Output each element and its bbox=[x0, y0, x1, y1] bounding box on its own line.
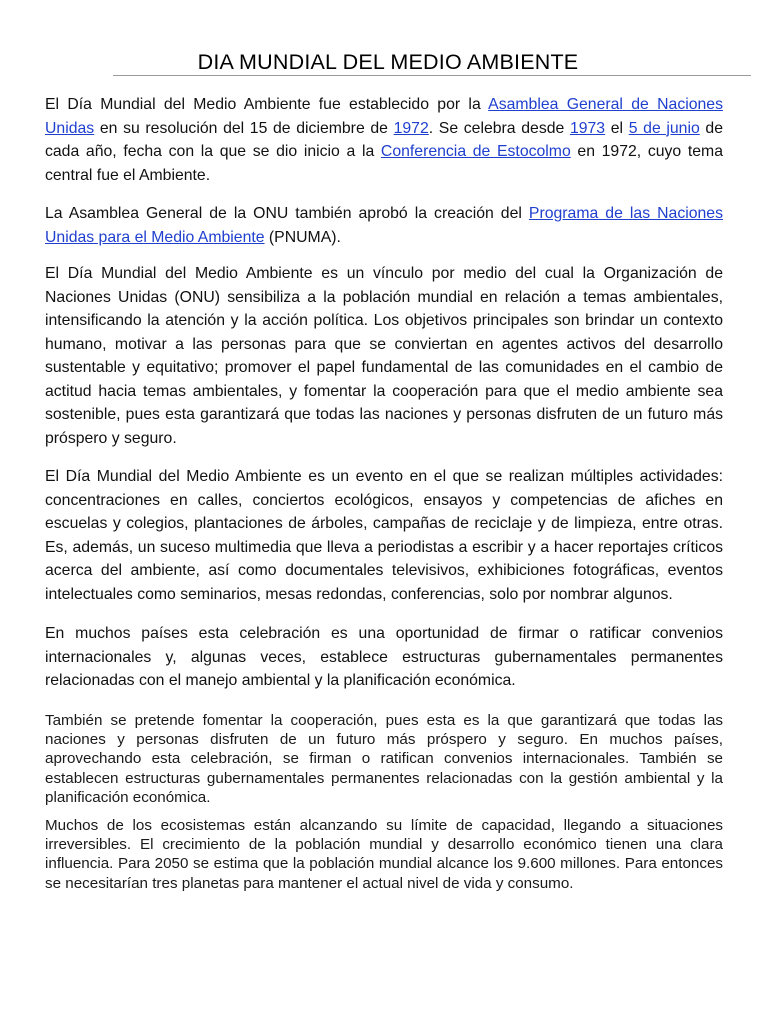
link-5-de-junio[interactable]: 5 de junio bbox=[628, 119, 700, 137]
paragraph-ecosystems: Muchos de los ecosistemas están alcanzando su límite de capacidad, llegando a situaciones irreversibles. El crecimiento de la población mundial y desarrollo económico tienen una clara influencia. Para 2050 se estima que la población mundial alcance los 9.600 millones. Para entonces se necesitarían tres planetas para mantener el actual nivel de vida y consumo. bbox=[45, 816, 723, 892]
link-1973[interactable]: 1973 bbox=[569, 119, 606, 137]
paragraph-origin bbox=[45, 93, 723, 187]
text-span: El Día Mundial del Medio Ambiente fue establecido por la bbox=[45, 96, 489, 113]
document-body bbox=[45, 93, 723, 900]
paragraph-pnuma bbox=[45, 202, 723, 249]
link-1972[interactable]: 1972 bbox=[393, 119, 429, 137]
paragraph-objectives: El Día Mundial del Medio Ambiente es un vínculo por medio del cual la Organización de Naciones Unidas (ONU) sensibiliza a la población mundial en relación a temas ambientales, intensificando la atención y la acción política. Los objetivos principales son brindar un contexto humano, motivar a las personas para que se conviertan en agentes activos del desarrollo sustentable y equitativo; promover el papel fundamental de las comunidades en el cambio de actitud hacia temas ambientales, y fomentar la cooperación para que el medio ambiente sea sostenible, pues esta garantizará que todas las naciones y personas disfruten de un futuro más próspero y seguro. bbox=[45, 265, 723, 447]
paragraph-conventions: En muchos países esta celebración es una oportunidad de firmar o ratificar convenios internacionales y, algunas veces, establece estructuras gubernamentales permanentes relacionadas con el manejo ambiental y la planificación económica. bbox=[45, 625, 723, 689]
paragraph-cooperation: También se pretende fomentar la cooperación, pues esta es la que garantizará que todas las naciones y personas disfruten de un futuro más próspero y seguro. En muchos países, aprovechando esta celebración, se firman o ratifican convenios internacionales. También se establecen estructuras gubernamentales permanentes relacionadas con la gestión ambiental y la planificación económica. bbox=[45, 711, 723, 807]
text-span: el bbox=[605, 119, 629, 137]
text-span: de cada año, fecha con la que se dio inicio a la bbox=[45, 119, 723, 160]
link-conferencia-estocolmo[interactable]: Conferencia de Estocolmo bbox=[380, 143, 571, 160]
text-span: La Asamblea General de la ONU también aprobó la creación del bbox=[45, 205, 529, 222]
text-span: (PNUMA). bbox=[264, 228, 341, 246]
link-asamblea-general[interactable]: Asamblea General de Naciones Unidas bbox=[45, 96, 723, 137]
page-title: DIA MUNDIAL DEL MEDIO AMBIENTE bbox=[197, 50, 579, 74]
paragraph-activities: El Día Mundial del Medio Ambiente es un evento en el que se realizan múltiples actividades: concentraciones en calles, conciertos ecológicos, ensayos y competencias de afiches en escuelas y colegios, plantaciones de árboles, campañas de reciclaje y de limpieza, entre otras. Es, además, un suceso multimedia que lleva a periodistas a escribir y a hacer reportajes críticos acerca del ambiente, así como documentales televisivos, exhibiciones fotográficas, eventos intelectuales como seminarios, mesas redondas, conferencias, solo por nombrar algunos. bbox=[45, 468, 723, 603]
text-span: en 1972, cuyo tema central fue el Ambiente. bbox=[45, 143, 723, 184]
title-block bbox=[113, 49, 751, 76]
text-span: . Se celebra desde bbox=[428, 119, 570, 137]
link-programa-naciones-unidas[interactable]: Programa de las Naciones Unidas para el Medio Ambiente bbox=[45, 205, 723, 246]
text-span: en su resolución del 15 de diciembre de bbox=[94, 119, 394, 137]
